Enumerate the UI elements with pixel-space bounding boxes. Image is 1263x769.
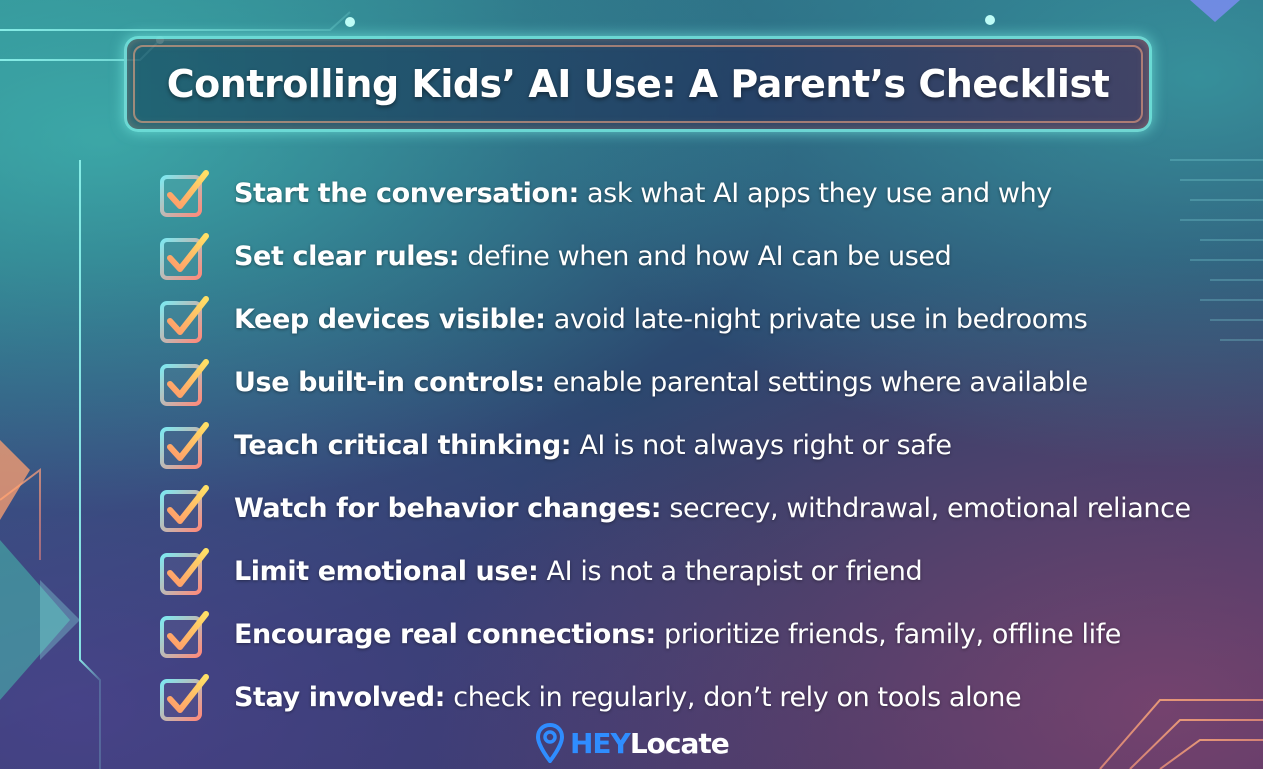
checked-box-icon xyxy=(158,419,212,473)
checklist-item-heading: Teach critical thinking: xyxy=(234,430,572,461)
logo-text-part2: Locate xyxy=(629,726,729,760)
title-banner xyxy=(124,36,1152,132)
location-pin-icon xyxy=(536,723,564,763)
checked-box-icon xyxy=(158,167,212,221)
checked-box-icon xyxy=(158,356,212,410)
checklist-item xyxy=(158,414,1258,477)
brand-logo xyxy=(536,722,729,764)
checklist-item xyxy=(158,162,1258,225)
checklist-item-heading: Use built-in controls: xyxy=(234,367,545,398)
checklist-item-text: prioritize friends, family, offline life xyxy=(655,619,1122,650)
checklist-item-text: AI is not a therapist or friend xyxy=(538,556,923,587)
logo-text-part1: HEY xyxy=(570,726,630,760)
checklist-item-text: check in regularly, don’t rely on tools alone xyxy=(445,682,1022,713)
checklist-item-text: ask what AI apps they use and why xyxy=(578,178,1052,209)
checklist-item xyxy=(158,351,1258,414)
page-title: Controlling Kids’ AI Use: A Parent’s Checklist xyxy=(166,62,1110,106)
checklist-item-text: secrecy, withdrawal, emotional reliance xyxy=(661,493,1191,524)
checklist-item xyxy=(158,288,1258,351)
checked-box-icon xyxy=(158,293,212,347)
checklist-item-heading: Limit emotional use: xyxy=(234,556,539,587)
checked-box-icon xyxy=(158,545,212,599)
checklist-item xyxy=(158,540,1258,603)
checklist-item-text: define when and how AI can be used xyxy=(459,241,952,272)
checked-box-icon xyxy=(158,482,212,536)
checklist-item xyxy=(158,477,1258,540)
checklist-item xyxy=(158,225,1258,288)
checklist-item-heading: Keep devices visible: xyxy=(234,304,546,335)
checklist-item-heading: Encourage real connections: xyxy=(234,619,656,650)
checklist-item-text: AI is not always right or safe xyxy=(571,430,952,461)
checklist-item-heading: Stay involved: xyxy=(234,682,446,713)
checklist-item-text: avoid late-night private use in bedrooms xyxy=(545,304,1088,335)
checklist-item xyxy=(158,666,1258,729)
checklist xyxy=(158,162,1258,729)
checked-box-icon xyxy=(158,230,212,284)
checklist-item-heading: Start the conversation: xyxy=(234,178,579,209)
checklist-item-heading: Set clear rules: xyxy=(234,241,460,272)
checked-box-icon xyxy=(158,608,212,662)
checklist-item xyxy=(158,603,1258,666)
checklist-item-text: enable parental settings where available xyxy=(544,367,1088,398)
checked-box-icon xyxy=(158,671,212,725)
checklist-item-heading: Watch for behavior changes: xyxy=(234,493,662,524)
